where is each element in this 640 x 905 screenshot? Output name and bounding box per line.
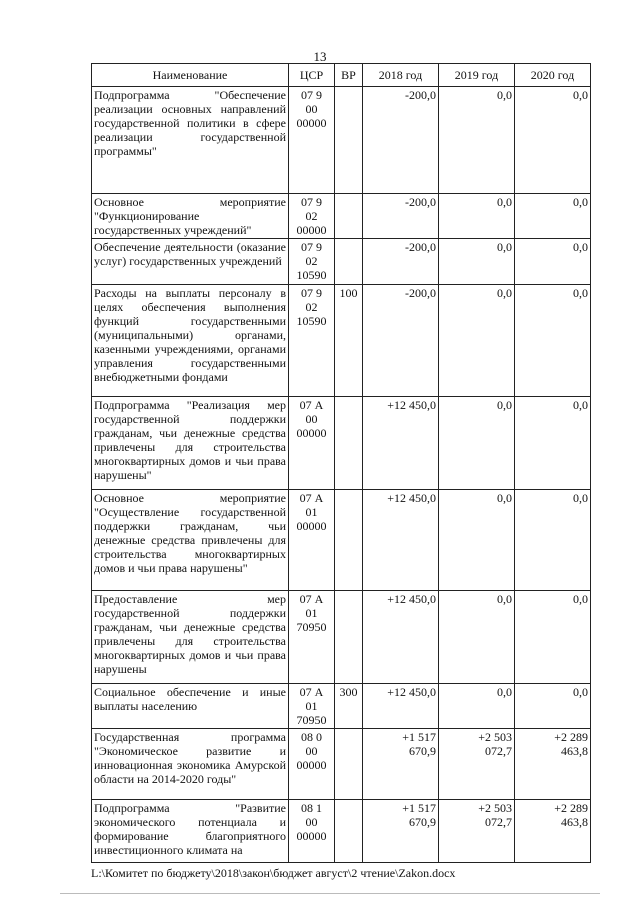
row-csr-cell-line: 02 [305,254,318,268]
row-2020-cell [515,194,591,239]
row-2020-cell-line: +2 289 [554,730,588,744]
header-2019: 2019 год [439,64,515,87]
row-2019-cell-line: 0,0 [497,240,512,254]
row-2019-cell [439,397,515,490]
row-csr-cell [289,397,335,490]
row-2018-cell-line: +1 517 [402,730,436,744]
row-name-cell: Подпрограмма "Развитие экономического потенциала и формирование благоприятного инвестиционного климата на [92,800,289,863]
row-csr-cell-line: 70950 [296,620,327,634]
row-csr-cell-line: 07 А [299,398,324,412]
row-csr-cell-line: 07 9 [301,88,322,102]
row-csr-cell-line: 02 [305,209,318,223]
row-2019-cell-line: 0,0 [497,88,512,102]
header-vr: ВР [335,64,363,87]
row-csr-cell-line: 07 А [299,592,324,606]
header-2018: 2018 год [363,64,439,87]
row-vr-cell [335,800,363,863]
row-2019-cell [439,800,515,863]
row-2018-cell [363,397,439,490]
row-2018-cell [363,729,439,800]
row-2020-cell-line: 0,0 [573,195,588,209]
row-2019-cell [439,194,515,239]
row-2020-cell-line: 0,0 [573,88,588,102]
row-2020-cell [515,87,591,194]
row-csr-cell [289,194,335,239]
row-csr-cell-line: 00000 [296,758,327,772]
row-2019-cell [439,591,515,684]
row-csr-cell-line: 10590 [296,314,327,328]
row-csr-cell [289,490,335,591]
row-csr-cell-line: 07 А [299,685,324,699]
row-2020-cell [515,729,591,800]
row-2018-cell-line: -200,0 [405,88,436,102]
row-vr-cell [335,194,363,239]
row-2018-cell [363,239,439,285]
row-name-cell: Основное мероприятие "Осуществление государственной поддержки гражданам, чьи денежные средства привлечены для строительства многоквартирных домов и чьи права нарушены" [92,490,289,591]
row-2018-cell [363,87,439,194]
row-2019-cell-line: 0,0 [497,685,512,699]
row-2019-cell-line: 0,0 [497,398,512,412]
row-2019-cell-line: 072,7 [485,744,512,758]
row-2020-cell-line: 0,0 [573,491,588,505]
row-2018-cell-line: -200,0 [405,240,436,254]
row-csr-cell-line: 01 [305,505,318,519]
table-row [92,194,591,239]
file-path-footer: L:\Комитет по бюджету\2018\закон\бюджет август\2 чтение\Zakon.docx [91,866,456,880]
row-csr-cell-line: 10590 [296,268,327,282]
row-csr-cell-line: 00 [305,744,318,758]
row-2020-cell [515,285,591,397]
page-number: 13 [313,49,327,64]
row-name-cell: Расходы на выплаты персоналу в целях обеспечения выполнения функций государственными (муниципальными) органами, казенными учреждениями, органами управления государственными внебюджетными фондами [92,285,289,397]
row-2019-cell [439,87,515,194]
row-name-cell: Социальное обеспечение и иные выплаты населению [92,684,289,729]
row-vr-cell [335,397,363,490]
row-2019-cell [439,490,515,591]
row-csr-cell-line: 08 1 [301,801,322,815]
row-2019-cell [439,285,515,397]
row-csr-cell-line: 01 [305,606,318,620]
row-2018-cell [363,490,439,591]
row-2020-cell [515,239,591,285]
row-2019-cell-line: 0,0 [497,592,512,606]
row-csr-cell-line: 07 9 [301,286,322,300]
row-2019-cell-line: 0,0 [497,195,512,209]
row-csr-cell [289,729,335,800]
row-vr-cell [335,490,363,591]
table-row [92,591,591,684]
row-csr-cell [289,87,335,194]
table-row [92,490,591,591]
row-2018-cell [363,194,439,239]
row-2019-cell-line: +2 503 [478,730,512,744]
row-2018-cell [363,684,439,729]
row-name-cell: Основное мероприятие "Функционирование государственных учреждений" [92,194,289,239]
row-2020-cell [515,800,591,863]
row-2020-cell-line: 463,8 [561,744,588,758]
row-csr-cell [289,285,335,397]
header-csr: ЦСР [289,64,335,87]
row-2018-cell-line: +12 450,0 [387,685,436,699]
row-2020-cell-line: 0,0 [573,240,588,254]
row-2018-cell [363,800,439,863]
row-2019-cell-line: 0,0 [497,286,512,300]
row-vr-cell [335,239,363,285]
row-csr-cell-line: 70950 [296,713,327,727]
row-vr-cell: 100 [335,285,363,397]
row-2018-cell [363,591,439,684]
row-csr-cell-line: 00000 [296,829,327,843]
row-name-cell: Обеспечение деятельности (оказание услуг) государственных учреждений [92,239,289,285]
row-csr-cell-line: 07 9 [301,195,322,209]
row-2018-cell-line: +12 450,0 [387,491,436,505]
row-csr-cell-line: 08 0 [301,730,322,744]
table-row [92,729,591,800]
row-csr-cell [289,800,335,863]
row-2020-cell-line: 463,8 [561,815,588,829]
table-row [92,285,591,397]
row-2019-cell [439,729,515,800]
row-2018-cell-line: 670,9 [409,744,436,758]
row-2019-cell-line: 072,7 [485,815,512,829]
row-2018-cell-line: +1 517 [402,801,436,815]
row-csr-cell-line: 00000 [296,116,327,130]
row-vr-cell [335,729,363,800]
row-csr-cell-line: 00 [305,102,318,116]
row-2018-cell-line: +12 450,0 [387,592,436,606]
table-row [92,87,591,194]
row-csr-cell-line: 00000 [296,519,327,533]
header-name: Наименование [92,64,289,87]
footer-divider [60,893,600,894]
table-row [92,397,591,490]
row-2018-cell-line: 670,9 [409,815,436,829]
row-csr-cell-line: 00000 [296,426,327,440]
table-row [92,800,591,863]
row-name-cell: Подпрограмма "Обеспечение реализации основных направлений государственной политики в сфере реализации государственной программы" [92,87,289,194]
row-2020-cell-line: 0,0 [573,398,588,412]
header-2020: 2020 год [515,64,591,87]
row-name-cell: Государственная программа "Экономическое развитие и инновационная экономика Амурской области на 2014-2020 годы" [92,729,289,800]
budget-table [91,63,591,863]
row-csr-cell-line: 07 А [299,491,324,505]
row-2019-cell-line: 0,0 [497,491,512,505]
row-2020-cell-line: 0,0 [573,286,588,300]
row-2019-cell [439,239,515,285]
row-2020-cell-line: 0,0 [573,685,588,699]
row-csr-cell-line: 07 9 [301,240,322,254]
table-body [92,87,591,863]
row-2020-cell [515,684,591,729]
row-csr-cell-line: 02 [305,300,318,314]
row-2018-cell-line: +12 450,0 [387,398,436,412]
row-csr-cell-line: 00 [305,412,318,426]
row-2020-cell-line: +2 289 [554,801,588,815]
row-csr-cell-line: 01 [305,699,318,713]
row-csr-cell-line: 00000 [296,223,327,237]
table-row [92,684,591,729]
row-vr-cell [335,87,363,194]
row-2018-cell-line: -200,0 [405,195,436,209]
row-2020-cell [515,591,591,684]
table-row [92,239,591,285]
row-name-cell: Предоставление мер государственной поддержки гражданам, чьи денежные средства привлечены для строительства многоквартирных домов и чьи права нарушены [92,591,289,684]
row-2020-cell [515,397,591,490]
row-2019-cell-line: +2 503 [478,801,512,815]
row-csr-cell [289,239,335,285]
table-header-row [92,64,591,87]
row-2018-cell-line: -200,0 [405,286,436,300]
row-2020-cell-line: 0,0 [573,592,588,606]
row-vr-cell: 300 [335,684,363,729]
row-2020-cell [515,490,591,591]
row-csr-cell [289,591,335,684]
row-2018-cell [363,285,439,397]
row-csr-cell [289,684,335,729]
row-vr-cell [335,591,363,684]
row-csr-cell-line: 00 [305,815,318,829]
row-name-cell: Подпрограмма "Реализация мер государственной поддержки гражданам, чьи денежные средства привлечены для строительства многоквартирных домов и чьи права нарушены" [92,397,289,490]
row-2019-cell [439,684,515,729]
